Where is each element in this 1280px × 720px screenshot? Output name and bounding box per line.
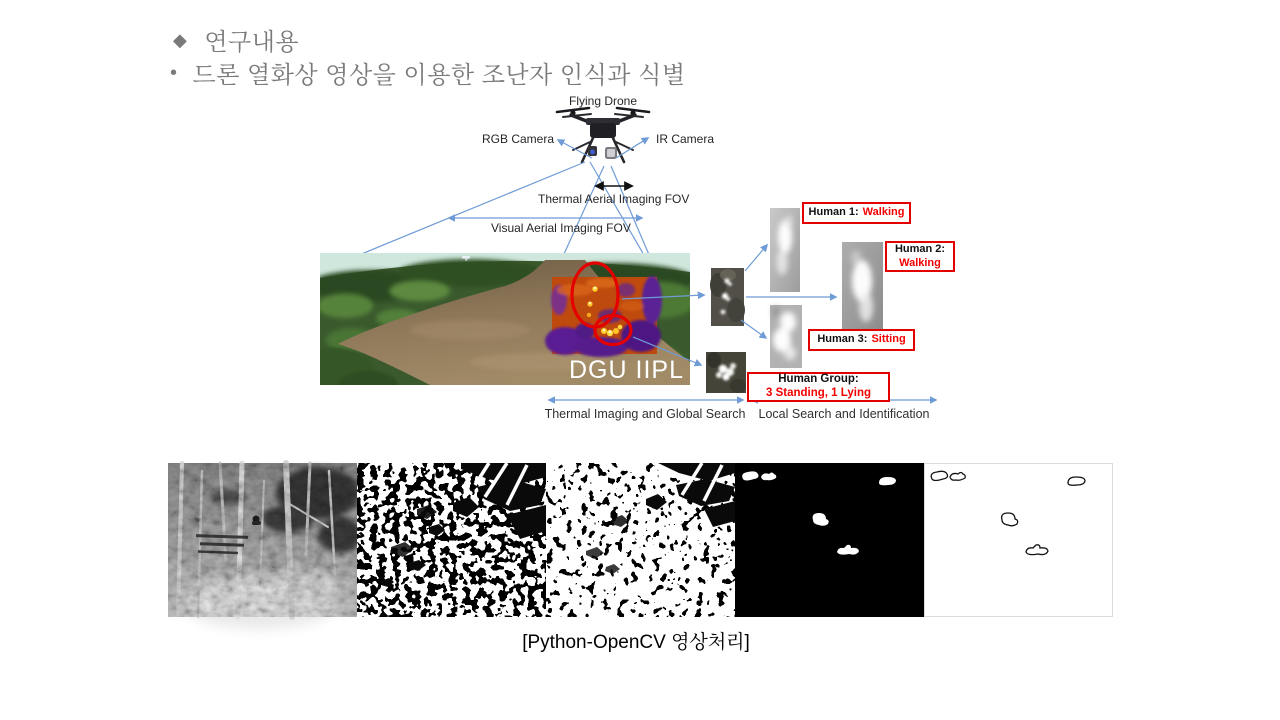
bullet-text: 드론 열화상 영상을 이용한 조난자 인식과 식별 bbox=[192, 62, 686, 89]
annotation-human3-label: Human 3: bbox=[817, 333, 868, 346]
annotation-group-status: 3 Standing, 1 Lying bbox=[766, 387, 871, 399]
global-thermal-crop bbox=[710, 268, 745, 326]
pipeline-stage-filtered-binary bbox=[546, 463, 735, 617]
thermal-fov-label: Thermal Aerial Imaging FOV bbox=[538, 192, 690, 206]
annotation-group-box bbox=[747, 372, 890, 402]
drone-illustration bbox=[557, 108, 649, 162]
visual-fov-label: Visual Aerial Imaging FOV bbox=[491, 221, 631, 235]
human2-thermal-crop bbox=[842, 242, 883, 332]
heading-text: 연구내용 bbox=[204, 29, 300, 56]
crop-to-human3-arrow bbox=[741, 320, 766, 338]
human1-thermal-crop bbox=[770, 208, 800, 292]
flying-drone-label: Flying Drone bbox=[568, 94, 638, 108]
annotation-human1-label: Human 1: bbox=[808, 206, 859, 219]
annotation-human1-box bbox=[802, 202, 911, 224]
annotation-group-label: Human Group: bbox=[778, 373, 859, 386]
annotation-human3-status: Sitting bbox=[871, 333, 906, 346]
group-thermal-crop bbox=[706, 352, 746, 393]
annotation-human1-status: Walking bbox=[862, 206, 905, 219]
pipeline-stage-binary-threshold bbox=[357, 463, 546, 617]
rgb-camera-label: RGB Camera bbox=[482, 132, 555, 146]
bullet-dot-icon: • bbox=[170, 61, 178, 84]
human3-thermal-crop bbox=[770, 305, 802, 368]
watermark-text: DGU IIPL bbox=[569, 356, 684, 384]
local-search-label: Local Search and Identification bbox=[758, 407, 930, 421]
ir-camera-gimbal bbox=[605, 147, 617, 159]
slide-caption: [Python-OpenCV 영상처리] bbox=[522, 632, 750, 653]
pipeline-stage-blob-mask bbox=[735, 463, 924, 617]
pipeline-stage-thermal-grayscale bbox=[168, 463, 357, 617]
ir-camera-arrow bbox=[616, 138, 648, 158]
annotation-human2-box bbox=[885, 241, 955, 272]
thermal-overlay bbox=[545, 263, 662, 357]
annotation-human2-status: Walking bbox=[899, 256, 941, 269]
annotation-human2-label: Human 2: bbox=[894, 243, 946, 256]
ir-camera-label: IR Camera bbox=[656, 132, 715, 146]
heading-diamond-icon: ◆ bbox=[173, 29, 188, 50]
global-search-label: Thermal Imaging and Global Search bbox=[544, 407, 746, 421]
visual-fov-line-left bbox=[325, 162, 585, 269]
rgb-camera-gimbal bbox=[588, 146, 597, 156]
pipeline-stage-contour-detection bbox=[924, 463, 1113, 617]
pipeline-strip bbox=[168, 463, 1113, 617]
crop-to-human1-arrow bbox=[745, 245, 767, 271]
annotation-human3-box bbox=[808, 329, 915, 351]
